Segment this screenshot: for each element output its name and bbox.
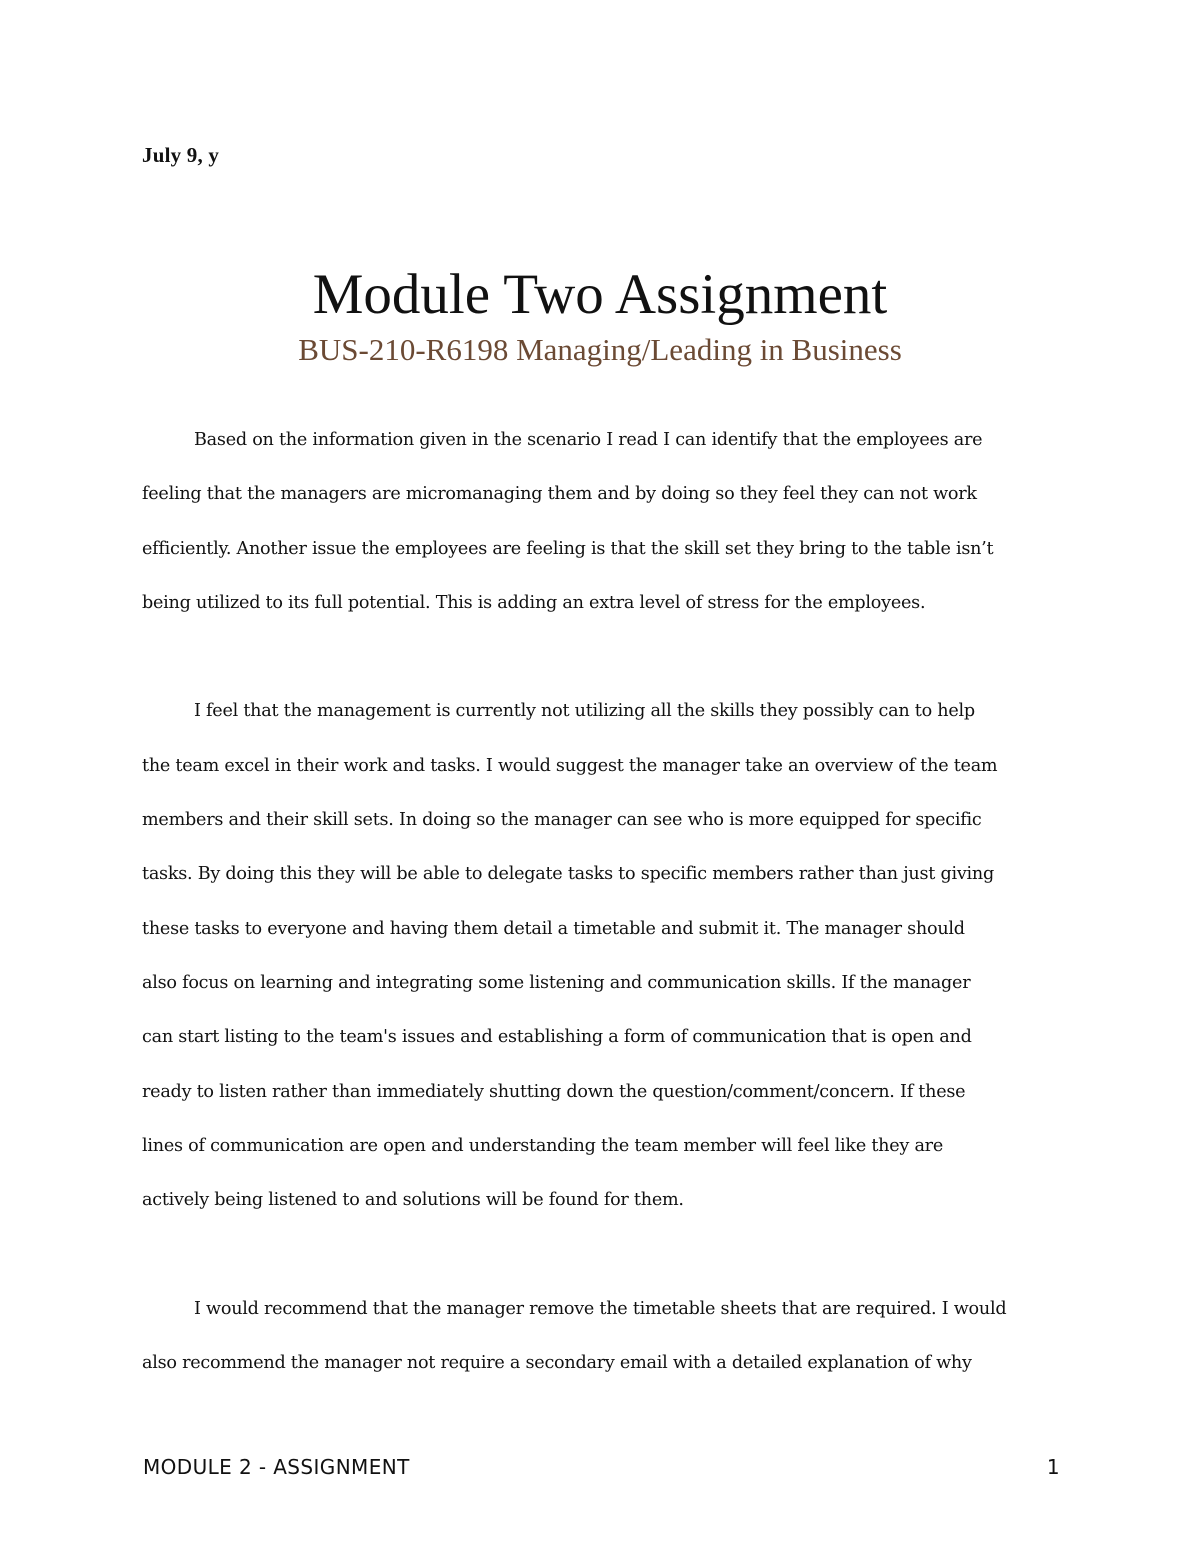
page-footer <box>143 1455 1060 1479</box>
paragraph-line: Based on the information given in the scenario I read I can identify that the employees are <box>194 430 983 450</box>
paragraph <box>142 1282 1077 1391</box>
paragraph-line: ready to listen rather than immediately shutting down the question/comment/concern. If these <box>142 1081 966 1102</box>
paragraph <box>142 413 1077 630</box>
document-date: July 9, y <box>142 143 220 167</box>
document-subtitle: BUS-210-R6198 Managing/Leading in Business <box>298 332 902 367</box>
paragraph-line: also recommend the manager not require a secondary email with a detailed explanation of why <box>142 1353 972 1374</box>
paragraph-spacer <box>142 1227 1077 1281</box>
footer-label: MODULE 2 - ASSIGNMENT <box>143 1455 410 1479</box>
paragraph-line: feeling that the managers are micromanaging them and by doing so they feel they can not work <box>142 484 977 505</box>
paragraph-line: members and their skill sets. In doing so the manager can see who is more equipped for specific <box>142 810 982 831</box>
paragraph-line: efficiently. Another issue the employees are feeling is that the skill set they bring to the table isn’t <box>142 538 994 559</box>
document-title: Module Two Assignment <box>312 263 888 326</box>
paragraph-line: can start listing to the team's issues and establishing a form of communication that is open and <box>142 1027 972 1048</box>
paragraph-line: lines of communication are open and understanding the team member will feel like they are <box>142 1135 944 1156</box>
paragraph-line: tasks. By doing this they will be able to delegate tasks to specific members rather than just giving <box>142 864 994 885</box>
paragraph-spacer <box>142 630 1077 684</box>
paragraph-line: I would recommend that the manager remove the timetable sheets that are required. I would <box>194 1298 1007 1319</box>
paragraph-line: these tasks to everyone and having them detail a timetable and submit it. The manager should <box>142 918 965 939</box>
paragraph-line: I feel that the management is currently not utilizing all the skills they possibly can to help <box>194 701 975 722</box>
page-number: 1 <box>1046 1455 1060 1479</box>
paragraph-line: the team excel in their work and tasks. I would suggest the manager take an overview of the team <box>142 755 998 776</box>
paragraph-line: actively being listened to and solutions will be found for them. <box>142 1190 684 1211</box>
document-body <box>142 413 1077 1390</box>
paragraph <box>142 684 1077 1227</box>
paragraph-line: being utilized to its full potential. This is adding an extra level of stress for the employees. <box>142 592 926 613</box>
paragraph-line: also focus on learning and integrating some listening and communication skills. If the manager <box>142 972 971 993</box>
